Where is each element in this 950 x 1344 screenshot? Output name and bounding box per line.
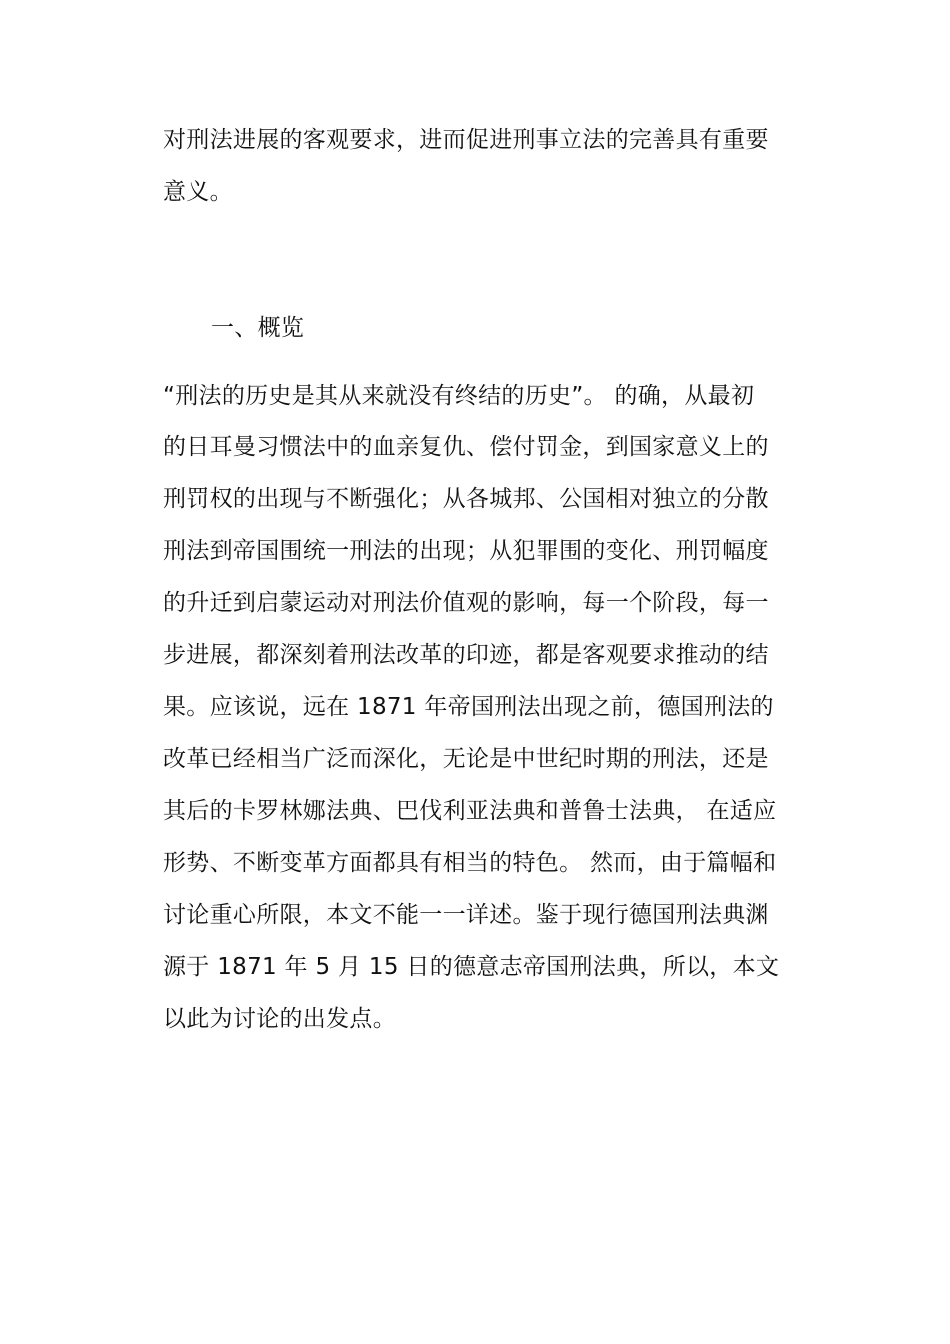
paragraph-line: 形势、不断变革方面都具有相当的特色。 然而，由于篇幅和 [163,850,777,876]
paragraph-line: “刑法的历史是其从来就没有终结的历史”。 的确，从最初 [163,383,755,409]
paragraph-line: 果。应该说，远在 1871 年帝国刑法出现之前，德国刑法的 [163,694,774,720]
paragraph-line: 改革已经相当广泛而深化，无论是中世纪时期的刑法，还是 [163,746,769,772]
paragraph-line: 源于 1871 年 5 月 15 日的德意志帝国刑法典，所以，本文 [163,954,780,980]
paragraph-line: 的日耳曼习惯法中的血亲复仇、偿付罚金，到国家意义上的 [163,434,769,460]
paragraph-line: 其后的卡罗林娜法典、巴伐利亚法典和普鲁士法典， 在适应 [163,798,777,824]
paragraph-line: 的升迁到启蒙运动对刑法价值观的影响，每一个阶段，每一 [163,590,769,616]
intro-line: 意义。 [163,179,233,205]
paragraph-line: 讨论重心所限，本文不能一一详述。鉴于现行德国刑法典渊 [163,902,769,928]
paragraph-line: 刑法到帝国围统一刑法的出现；从犯罪围的变化、刑罚幅度 [163,538,769,564]
paragraph-line: 步进展，都深刻着刑法改革的印迹，都是客观要求推动的结 [163,642,769,668]
paragraph-line: 以此为讨论的出发点。 [163,1006,396,1032]
paragraph-line: 刑罚权的出现与不断强化；从各城邦、公国相对独立的分散 [163,486,769,512]
intro-line: 对刑法进展的客观要求，进而促进刑事立法的完善具有重要 [163,127,769,153]
section-heading: 一、概览 [211,315,305,341]
